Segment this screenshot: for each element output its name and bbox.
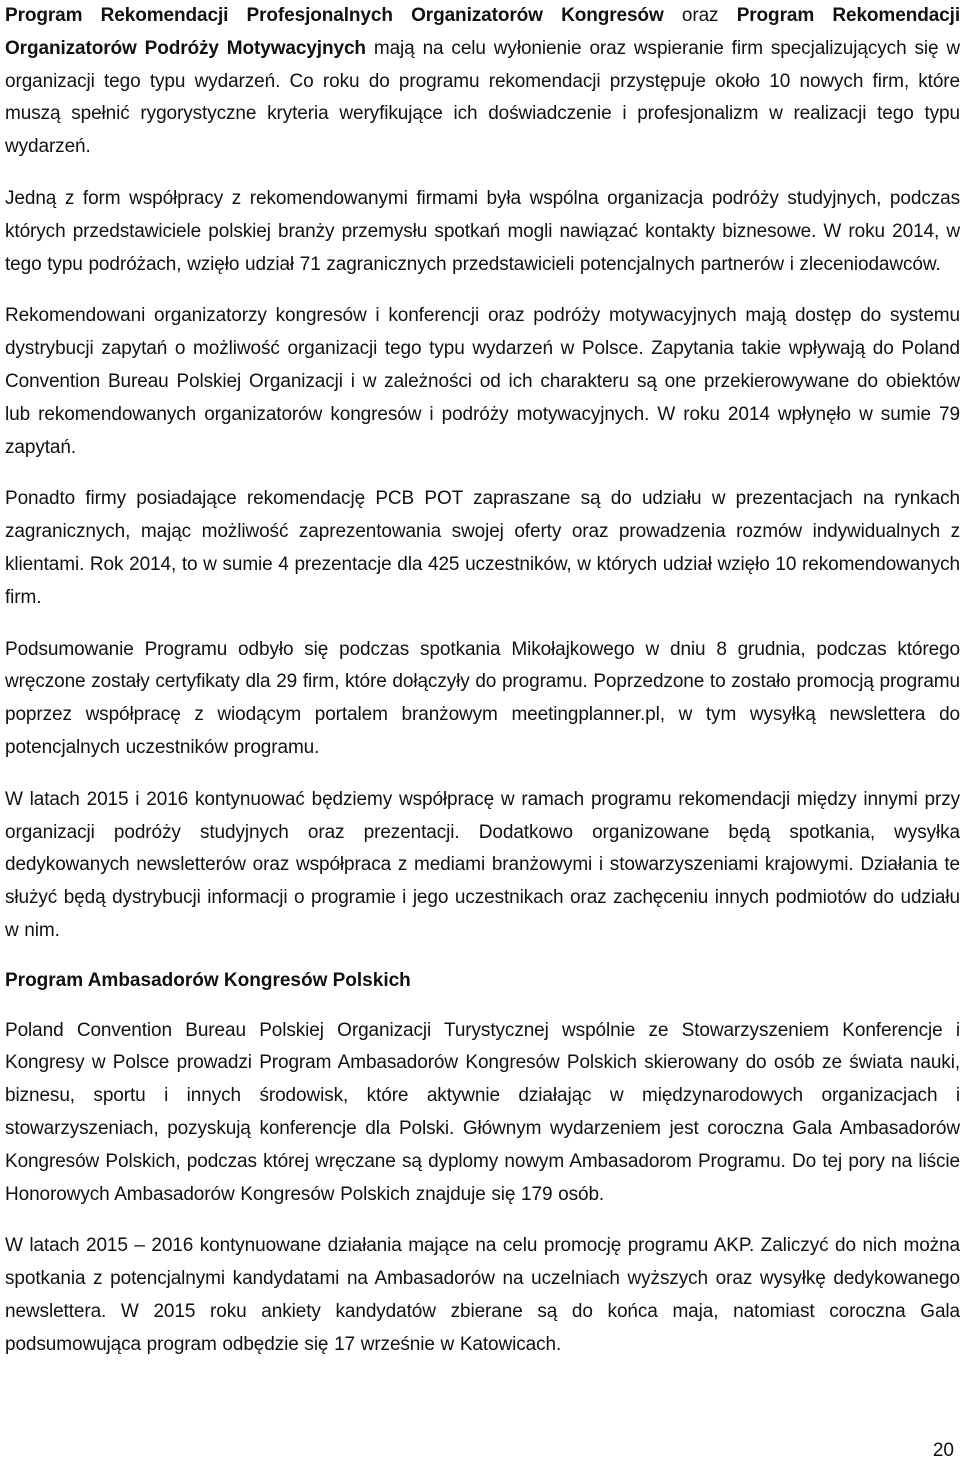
- paragraph-plans-2015-2016: W latach 2015 i 2016 kontynuować będziemy współpracę w ramach programu rekomendacji między innymi przy organizacji podróży studyjnych oraz prezentacji. Dodatkowo organizowane będą spotkania, wysyłka dedykowanych newsletterów oraz współpraca z mediami branżowymi i stowarzyszeniami krajowymi. Działania te służyć będą dystrybucji informacji o programie i jego uczestnikach oraz zachęceniu innych podmiotów do udziału w nim.: [5, 788, 960, 941]
- connector-text: oraz: [663, 5, 737, 26]
- paragraph-program-summary: Podsumowanie Programu odbyło się podczas spotkania Mikołajkowego w dniu 8 grudnia, podczas którego wręczone zostały certyfikaty dla 29 firm, które dołączyły do programu. Poprzedzone to zostało promocją programu poprzez współpracę z wiodącym portalem branżowym meetingplanner.pl, w tym wysyłką newslettera do potencjalnych uczestników programu.: [5, 638, 960, 758]
- program-name-pco: Program Rekomendacji Profesjonalnych Organizatorów Kongresów: [5, 5, 664, 26]
- paragraph-study-tours: Jedną z form współpracy z rekomendowanymi firmami była wspólna organizacja podróży studyjnych, podczas których przedstawiciele polskiej branży przemysłu spotkań mogli nawiązać kontakty biznesowe. W roku 2014, w tego typu podróżach, wzięło udział 71 zagranicznych przedstawicieli potencjalnych partnerów i zleceniodawców.: [5, 187, 960, 275]
- paragraph-ambassadors-program: Poland Convention Bureau Polskiej Organizacji Turystycznej wspólnie ze Stowarzyszeniem Konferencje i Kongresy w Polsce prowadzi Program Ambasadorów Kongresów Polskich skierowany do osób ze świata nauki, biznesu, sportu i innych środowisk, które aktywnie działając w międzynarodowych organizacjach i stowarzyszeniach, pozyskują konferencje dla Polski. Głównym wydarzeniem jest coroczna Gala Ambasadorów Kongresów Polskich, podczas której wręczane są dyplomy nowym Ambasadorom Programu. Do tej pory na liście Honorowych Ambasadorów Kongresów Polskich znajduje się 179 osób.: [5, 1019, 960, 1205]
- program-name-dmc: Program Rekomendacji Organizatorów Podróży Motywacyjnych: [5, 5, 960, 59]
- paragraph-body: mają na celu wyłonienie oraz wspieranie firm specjalizujących się w organizacji tego typu wydarzeń. Co roku do programu rekomendacji przystępuje około 10 nowych firm, które muszą spełnić rygorystyczne kryteria weryfikujące ich doświadczenie i profesjonalizm w realizacji tego typu wydarzeń.: [5, 37, 960, 158]
- paragraph-inquiry-system: Rekomendowani organizatorzy kongresów i konferencji oraz podróży motywacyjnych mają dostęp do systemu dystrybucji zapytań o możliwość organizacji tego typu wydarzeń w Polsce. Zapytania takie wpływają do Poland Convention Bureau Polskiej Organizacji i w zależności od ich charakteru są one przekierowywane do obiektów lub rekomendowanych organizatorów kongresów i podróży motywacyjnych. W roku 2014 wpłynęło w sumie 79 zapytań.: [5, 305, 960, 458]
- paragraph-akp-plans: W latach 2015 – 2016 kontynuowane działania mające na celu promocję programu AKP. Zaliczyć do nich można spotkania z potencjalnymi kandydatami na Ambasadorów na uczelniach wyższych oraz wysyłkę dedykowanego newslettera. W 2015 roku ankiety kandydatów zbierane są do końca maja, natomiast coroczna Gala podsumowująca program odbędzie się 17 wrześnie w Katowicach.: [5, 1235, 960, 1355]
- section-heading: Program Ambasadorów Kongresów Polskich: [5, 969, 411, 991]
- page-number: 20: [932, 1440, 954, 1461]
- paragraph-recommendation-programs: [5, 0, 960, 164]
- document-page: [5, 0, 960, 1361]
- paragraph-foreign-presentations: Ponadto firmy posiadające rekomendację PCB POT zapraszane są do udziału w prezentacjach na rynkach zagranicznych, mając możliwość zaprezentowania swojej oferty oraz prowadzenia rozmów indywidualnych z klientami. Rok 2014, to w sumie 4 prezentacje dla 425 uczestników, w których udział wzięło 10 rekomendowanych firm.: [5, 488, 960, 608]
